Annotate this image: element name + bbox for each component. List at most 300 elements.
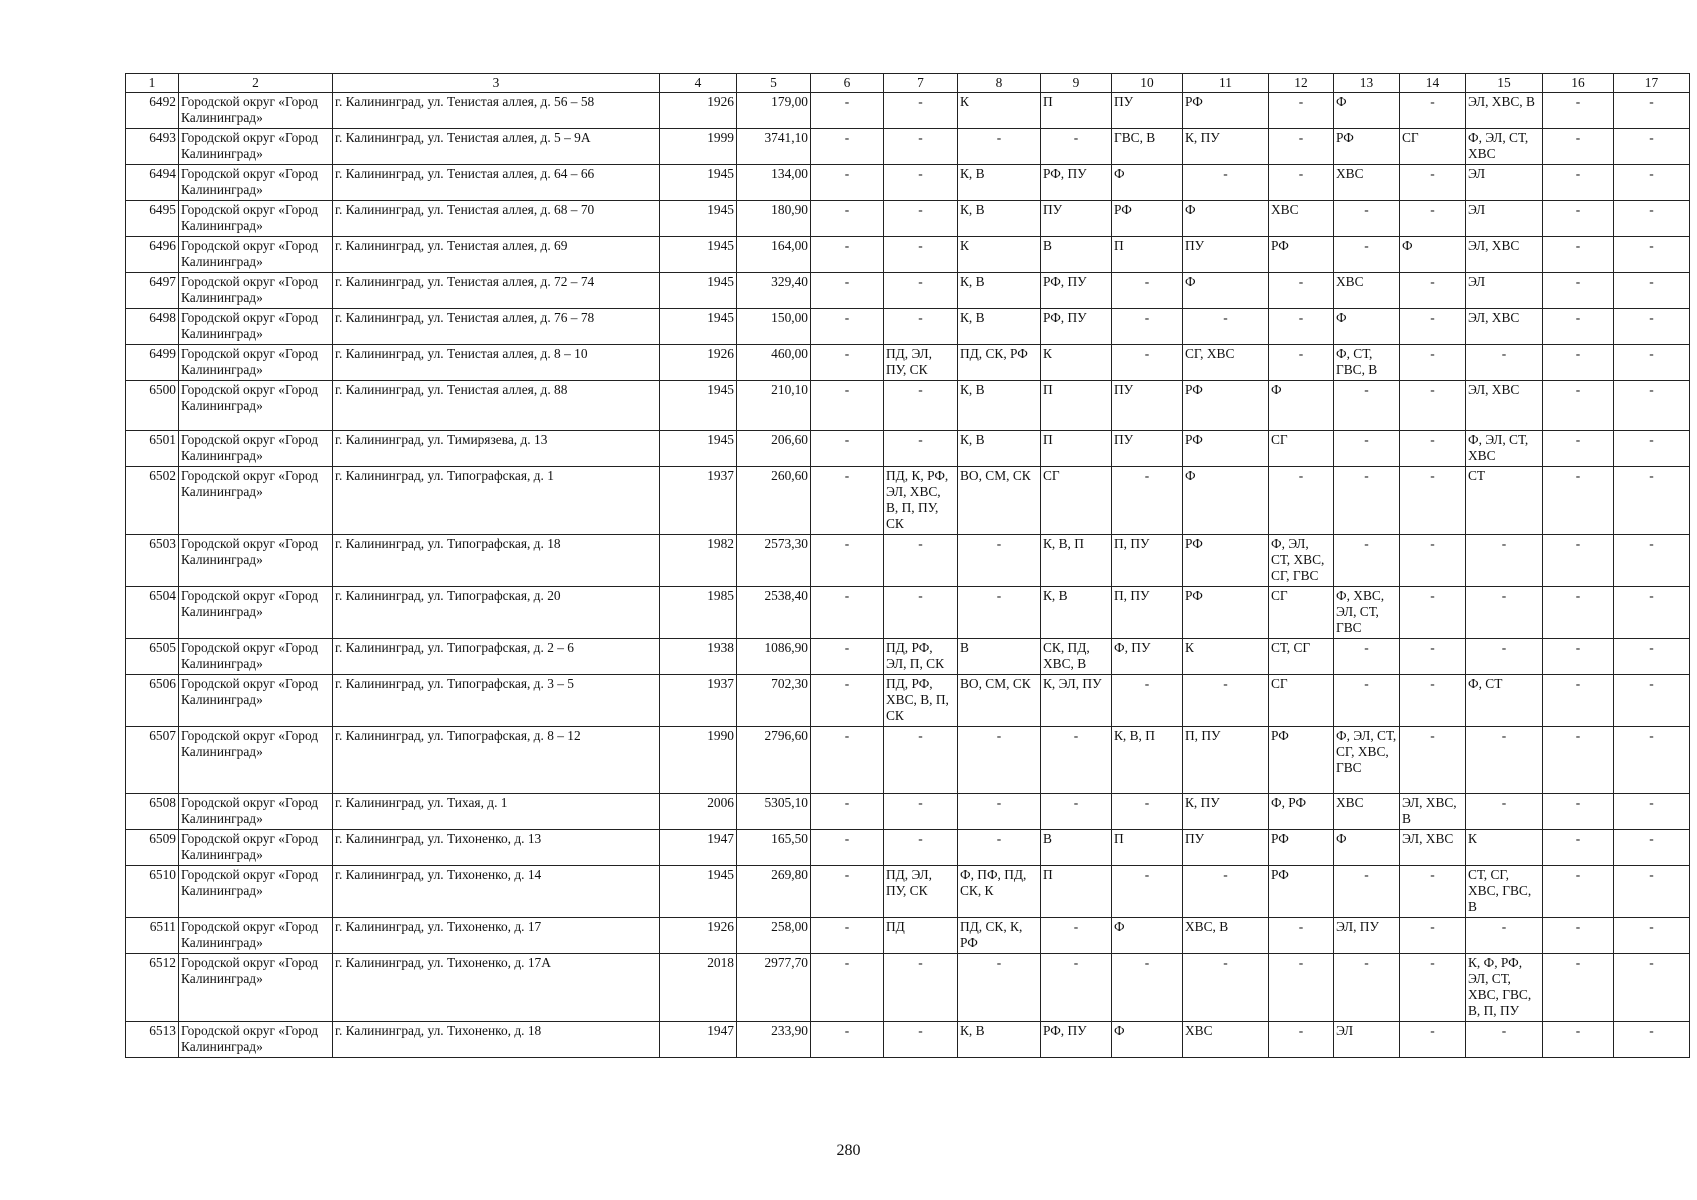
table-cell: 329,40: [737, 273, 811, 309]
table-cell: -: [1041, 129, 1112, 165]
table-cell: К, В: [958, 431, 1041, 467]
table-cell: ЭЛ, ХВС, В: [1400, 794, 1466, 830]
table-cell: -: [1334, 866, 1400, 918]
table-cell: ВО, СМ, СК: [958, 467, 1041, 535]
table-cell: 269,80: [737, 866, 811, 918]
table-cell: -: [1400, 273, 1466, 309]
table-cell: П, ПУ: [1112, 587, 1183, 639]
table-cell: г. Калининград, ул. Типографская, д. 18: [333, 535, 660, 587]
table-cell: Городской округ «Город Калининград»: [179, 675, 333, 727]
table-cell: -: [1400, 535, 1466, 587]
table-cell: -: [811, 381, 884, 431]
column-number-header: 14: [1400, 74, 1466, 93]
table-cell: РФ, ПУ: [1041, 165, 1112, 201]
table-cell: ПД, РФ, ХВС, В, П, СК: [884, 675, 958, 727]
table-cell: Городской округ «Город Калининград»: [179, 587, 333, 639]
table-cell: -: [884, 309, 958, 345]
table-cell: 260,60: [737, 467, 811, 535]
table-cell: 6492: [126, 93, 179, 129]
table-cell: П: [1041, 93, 1112, 129]
table-cell: Ф, СТ: [1466, 675, 1543, 727]
table-cell: г. Калининград, ул. Тихоненко, д. 14: [333, 866, 660, 918]
table-cell: -: [1041, 954, 1112, 1022]
table-row: [126, 587, 1690, 639]
table-cell: 1945: [660, 273, 737, 309]
table-cell: -: [1614, 535, 1690, 587]
table-cell: 460,00: [737, 345, 811, 381]
table-cell: К: [1041, 345, 1112, 381]
column-number-header: 15: [1466, 74, 1543, 93]
table-cell: -: [811, 794, 884, 830]
table-cell: СТ, СГ, ХВС, ГВС, В: [1466, 866, 1543, 918]
table-cell: Городской округ «Город Калининград»: [179, 381, 333, 431]
table-row: [126, 830, 1690, 866]
table-cell: -: [884, 587, 958, 639]
table-cell: К, В: [958, 273, 1041, 309]
table-cell: К: [958, 237, 1041, 273]
table-cell: г. Калининград, ул. Типографская, д. 3 – 5: [333, 675, 660, 727]
table-cell: ПД, ЭЛ, ПУ, СК: [884, 345, 958, 381]
table-cell: К, В, П: [1112, 727, 1183, 794]
table-cell: -: [1466, 727, 1543, 794]
table-cell: -: [1269, 345, 1334, 381]
table-cell: 6499: [126, 345, 179, 381]
table-cell: ХВС, В: [1183, 918, 1269, 954]
table-row: [126, 165, 1690, 201]
table-cell: -: [958, 727, 1041, 794]
table-cell: К, В: [1041, 587, 1112, 639]
table-row: [126, 794, 1690, 830]
table-cell: 1999: [660, 129, 737, 165]
table-cell: -: [1614, 794, 1690, 830]
table-cell: Ф: [1400, 237, 1466, 273]
table-cell: -: [1543, 727, 1614, 794]
table-row: [126, 639, 1690, 675]
table-cell: -: [811, 675, 884, 727]
table-row: [126, 954, 1690, 1022]
table-cell: г. Калининград, ул. Тенистая аллея, д. 69: [333, 237, 660, 273]
table-cell: 1947: [660, 830, 737, 866]
table-cell: г. Калининград, ул. Типографская, д. 1: [333, 467, 660, 535]
table-cell: ПД, К, РФ, ЭЛ, ХВС, В, П, ПУ, СК: [884, 467, 958, 535]
table-cell: К, В: [958, 1022, 1041, 1058]
table-cell: ЭЛ, ХВС: [1466, 237, 1543, 273]
table-cell: -: [1466, 535, 1543, 587]
table-cell: 6506: [126, 675, 179, 727]
table-cell: -: [1466, 587, 1543, 639]
table-cell: ПУ: [1183, 830, 1269, 866]
table-cell: -: [1400, 918, 1466, 954]
table-cell: г. Калининград, ул. Тенистая аллея, д. 88: [333, 381, 660, 431]
table-cell: РФ: [1334, 129, 1400, 165]
table-cell: -: [1400, 165, 1466, 201]
table-cell: -: [884, 1022, 958, 1058]
table-cell: -: [1543, 587, 1614, 639]
table-cell: Городской округ «Город Калининград»: [179, 727, 333, 794]
table-cell: -: [1543, 675, 1614, 727]
table-cell: -: [811, 165, 884, 201]
table-cell: К, В: [958, 165, 1041, 201]
table-cell: В: [1041, 830, 1112, 866]
table-cell: -: [1543, 954, 1614, 1022]
table-row: [126, 727, 1690, 794]
table-cell: К, В: [958, 381, 1041, 431]
table-cell: 150,00: [737, 309, 811, 345]
table-cell: -: [811, 273, 884, 309]
table-cell: -: [1614, 587, 1690, 639]
table-cell: 2573,30: [737, 535, 811, 587]
column-number-header: 8: [958, 74, 1041, 93]
table-cell: ЭЛ: [1334, 1022, 1400, 1058]
table-cell: СГ: [1269, 587, 1334, 639]
table-cell: -: [1614, 93, 1690, 129]
table-row: [126, 675, 1690, 727]
table-cell: -: [1614, 727, 1690, 794]
table-cell: -: [1269, 165, 1334, 201]
table-cell: 1926: [660, 918, 737, 954]
table-cell: -: [1614, 866, 1690, 918]
table-cell: г. Калининград, ул. Типографская, д. 20: [333, 587, 660, 639]
table-row: [126, 467, 1690, 535]
table-cell: -: [811, 639, 884, 675]
table-cell: П, ПУ: [1112, 535, 1183, 587]
table-cell: ГВС, В: [1112, 129, 1183, 165]
table-row: [126, 1022, 1690, 1058]
table-cell: Ф, ХВС, ЭЛ, СТ, ГВС: [1334, 587, 1400, 639]
table-cell: -: [1334, 431, 1400, 467]
table-cell: г. Калининград, ул. Типографская, д. 8 – 12: [333, 727, 660, 794]
table-cell: 702,30: [737, 675, 811, 727]
table-cell: -: [884, 830, 958, 866]
table-cell: г. Калининград, ул. Тихая, д. 1: [333, 794, 660, 830]
table-cell: -: [1183, 675, 1269, 727]
table-cell: Городской округ «Город Калининград»: [179, 129, 333, 165]
table-cell: СГ: [1400, 129, 1466, 165]
table-cell: СГ: [1041, 467, 1112, 535]
table-cell: 6494: [126, 165, 179, 201]
table-cell: Ф: [1334, 309, 1400, 345]
table-row: [126, 381, 1690, 431]
table-cell: -: [1400, 727, 1466, 794]
table-cell: -: [884, 237, 958, 273]
table-cell: г. Калининград, ул. Тенистая аллея, д. 56 – 58: [333, 93, 660, 129]
table-cell: -: [884, 201, 958, 237]
table-cell: г. Калининград, ул. Тенистая аллея, д. 76 – 78: [333, 309, 660, 345]
table-cell: г. Калининград, ул. Тихоненко, д. 13: [333, 830, 660, 866]
table-row: [126, 93, 1690, 129]
column-number-header: 5: [737, 74, 811, 93]
table-cell: 1945: [660, 866, 737, 918]
table-cell: Городской округ «Город Калининград»: [179, 794, 333, 830]
table-cell: 6500: [126, 381, 179, 431]
table-cell: 1945: [660, 201, 737, 237]
table-cell: -: [958, 794, 1041, 830]
table-cell: ЭЛ, ХВС: [1400, 830, 1466, 866]
table-cell: -: [1543, 93, 1614, 129]
table-cell: -: [811, 309, 884, 345]
table-cell: СТ: [1466, 467, 1543, 535]
table-cell: Городской округ «Город Калининград»: [179, 201, 333, 237]
table-cell: П, ПУ: [1183, 727, 1269, 794]
table-cell: 134,00: [737, 165, 811, 201]
table-cell: -: [811, 345, 884, 381]
table-cell: Ф: [1269, 381, 1334, 431]
table-cell: -: [1614, 467, 1690, 535]
table-cell: -: [1543, 535, 1614, 587]
table-cell: -: [811, 467, 884, 535]
table-cell: -: [1269, 273, 1334, 309]
table-cell: 1985: [660, 587, 737, 639]
table-row: [126, 201, 1690, 237]
table-cell: ЭЛ: [1466, 165, 1543, 201]
table-cell: 6505: [126, 639, 179, 675]
table-cell: 1990: [660, 727, 737, 794]
table-cell: 210,10: [737, 381, 811, 431]
table-cell: -: [1400, 309, 1466, 345]
table-cell: -: [1543, 794, 1614, 830]
table-cell: 6503: [126, 535, 179, 587]
table-cell: -: [1400, 1022, 1466, 1058]
table-cell: 1926: [660, 345, 737, 381]
table-cell: Ф, ЭЛ, СТ, ХВС, СГ, ГВС: [1269, 535, 1334, 587]
table-cell: ПУ: [1041, 201, 1112, 237]
table-cell: РФ: [1183, 93, 1269, 129]
table-cell: -: [884, 381, 958, 431]
table-cell: ХВС: [1334, 165, 1400, 201]
table-cell: -: [1041, 918, 1112, 954]
table-cell: -: [1543, 309, 1614, 345]
table-cell: 6513: [126, 1022, 179, 1058]
column-number-header: 3: [333, 74, 660, 93]
table-cell: Городской округ «Город Калининград»: [179, 93, 333, 129]
table-cell: 6498: [126, 309, 179, 345]
table-row: [126, 918, 1690, 954]
table-cell: -: [811, 1022, 884, 1058]
table-row: [126, 129, 1690, 165]
table-cell: Городской округ «Город Калининград»: [179, 467, 333, 535]
table-cell: ПД, РФ, ЭЛ, П, СК: [884, 639, 958, 675]
table-cell: -: [958, 954, 1041, 1022]
table-row: [126, 535, 1690, 587]
table-cell: ПД: [884, 918, 958, 954]
table-cell: 1982: [660, 535, 737, 587]
register-table-container: [125, 73, 1669, 1058]
table-cell: К, ПУ: [1183, 794, 1269, 830]
table-cell: ХВС: [1183, 1022, 1269, 1058]
table-cell: 1926: [660, 93, 737, 129]
table-cell: -: [1400, 431, 1466, 467]
table-cell: Ф, ПФ, ПД, СК, К: [958, 866, 1041, 918]
table-cell: П: [1112, 237, 1183, 273]
table-cell: -: [1614, 273, 1690, 309]
table-cell: 2977,70: [737, 954, 811, 1022]
table-cell: К, В, П: [1041, 535, 1112, 587]
column-number-header: 7: [884, 74, 958, 93]
table-cell: 1086,90: [737, 639, 811, 675]
table-cell: -: [1269, 918, 1334, 954]
table-cell: Городской округ «Город Калининград»: [179, 866, 333, 918]
table-cell: г. Калининград, ул. Тихоненко, д. 17А: [333, 954, 660, 1022]
table-cell: -: [1112, 273, 1183, 309]
table-cell: -: [1614, 830, 1690, 866]
table-cell: СГ: [1269, 431, 1334, 467]
table-cell: г. Калининград, ул. Тенистая аллея, д. 72 – 74: [333, 273, 660, 309]
column-number-header: 9: [1041, 74, 1112, 93]
table-cell: -: [1614, 954, 1690, 1022]
table-cell: -: [1614, 918, 1690, 954]
table-cell: Ф, СТ, ГВС, В: [1334, 345, 1400, 381]
table-cell: ПУ: [1112, 93, 1183, 129]
table-cell: -: [884, 431, 958, 467]
table-cell: -: [1614, 675, 1690, 727]
table-cell: -: [1041, 794, 1112, 830]
table-cell: -: [1334, 675, 1400, 727]
table-cell: -: [1334, 467, 1400, 535]
table-cell: 1945: [660, 237, 737, 273]
page-number: 280: [836, 1142, 861, 1159]
table-cell: -: [1112, 794, 1183, 830]
table-cell: Городской округ «Город Калининград»: [179, 954, 333, 1022]
table-cell: г. Калининград, ул. Тихоненко, д. 18: [333, 1022, 660, 1058]
table-cell: -: [1466, 918, 1543, 954]
table-cell: г. Калининград, ул. Тенистая аллея, д. 64 – 66: [333, 165, 660, 201]
table-row: [126, 431, 1690, 467]
table-cell: -: [884, 535, 958, 587]
table-cell: ПД, СК, К, РФ: [958, 918, 1041, 954]
table-cell: -: [1334, 639, 1400, 675]
table-cell: 179,00: [737, 93, 811, 129]
column-number-header-row: [126, 74, 1690, 93]
table-cell: Ф: [1183, 467, 1269, 535]
table-cell: -: [1269, 129, 1334, 165]
table-cell: ЭЛ, ХВС: [1466, 309, 1543, 345]
column-number-header: 10: [1112, 74, 1183, 93]
table-cell: -: [1183, 954, 1269, 1022]
table-cell: ПУ: [1183, 237, 1269, 273]
table-cell: ХВС: [1334, 794, 1400, 830]
table-cell: г. Калининград, ул. Тенистая аллея, д. 5 – 9А: [333, 129, 660, 165]
table-cell: -: [1400, 675, 1466, 727]
table-cell: Городской округ «Город Калининград»: [179, 431, 333, 467]
table-cell: К: [1183, 639, 1269, 675]
table-cell: К, В: [958, 201, 1041, 237]
table-cell: СТ, СГ: [1269, 639, 1334, 675]
table-cell: -: [1183, 309, 1269, 345]
table-cell: Ф, ЭЛ, СТ, ХВС: [1466, 431, 1543, 467]
table-cell: РФ: [1269, 727, 1334, 794]
table-cell: ХВС: [1269, 201, 1334, 237]
table-cell: -: [811, 237, 884, 273]
table-cell: ЭЛ, ПУ: [1334, 918, 1400, 954]
table-cell: -: [1543, 381, 1614, 431]
table-cell: Городской округ «Город Калининград»: [179, 345, 333, 381]
column-number-header: 16: [1543, 74, 1614, 93]
table-cell: РФ, ПУ: [1041, 1022, 1112, 1058]
table-cell: -: [1543, 830, 1614, 866]
table-row: [126, 273, 1690, 309]
table-cell: -: [884, 273, 958, 309]
table-cell: К, ЭЛ, ПУ: [1041, 675, 1112, 727]
table-cell: 6512: [126, 954, 179, 1022]
table-cell: 1937: [660, 675, 737, 727]
table-cell: Ф, ЭЛ, СТ, ХВС: [1466, 129, 1543, 165]
table-cell: г. Калининград, ул. Типографская, д. 2 – 6: [333, 639, 660, 675]
table-cell: -: [1543, 201, 1614, 237]
column-number-header: 4: [660, 74, 737, 93]
table-cell: РФ: [1183, 587, 1269, 639]
table-cell: 5305,10: [737, 794, 811, 830]
table-cell: -: [1614, 345, 1690, 381]
table-cell: Ф: [1183, 201, 1269, 237]
table-cell: Городской округ «Город Калининград»: [179, 830, 333, 866]
table-cell: Городской округ «Город Калининград»: [179, 639, 333, 675]
table-cell: 164,00: [737, 237, 811, 273]
table-cell: -: [1614, 639, 1690, 675]
table-cell: -: [1269, 1022, 1334, 1058]
table-cell: -: [884, 165, 958, 201]
table-cell: П: [1112, 830, 1183, 866]
table-cell: К, В: [958, 309, 1041, 345]
table-cell: 2796,60: [737, 727, 811, 794]
table-cell: ПУ: [1112, 381, 1183, 431]
table-cell: 6495: [126, 201, 179, 237]
table-cell: 6493: [126, 129, 179, 165]
table-cell: -: [884, 954, 958, 1022]
table-cell: СГ: [1269, 675, 1334, 727]
table-cell: Городской округ «Город Калининград»: [179, 165, 333, 201]
table-cell: -: [1269, 309, 1334, 345]
table-cell: -: [1400, 467, 1466, 535]
table-cell: 258,00: [737, 918, 811, 954]
table-cell: -: [1466, 794, 1543, 830]
table-cell: Ф: [1334, 93, 1400, 129]
table-cell: 1938: [660, 639, 737, 675]
column-number-header: 12: [1269, 74, 1334, 93]
table-cell: -: [1269, 467, 1334, 535]
table-cell: 6496: [126, 237, 179, 273]
table-cell: 2006: [660, 794, 737, 830]
table-cell: -: [1614, 237, 1690, 273]
table-cell: -: [1400, 381, 1466, 431]
table-body: [126, 93, 1690, 1058]
table-cell: -: [1183, 866, 1269, 918]
table-cell: ПУ: [1112, 431, 1183, 467]
table-cell: П: [1041, 381, 1112, 431]
table-cell: -: [1543, 273, 1614, 309]
table-cell: -: [811, 129, 884, 165]
table-cell: -: [1466, 345, 1543, 381]
table-cell: -: [1614, 381, 1690, 431]
table-cell: Ф: [1112, 1022, 1183, 1058]
table-cell: 6508: [126, 794, 179, 830]
table-cell: -: [1614, 165, 1690, 201]
table-cell: РФ: [1112, 201, 1183, 237]
table-cell: -: [1400, 345, 1466, 381]
table-cell: 6502: [126, 467, 179, 535]
table-cell: -: [958, 587, 1041, 639]
table-cell: Городской округ «Город Калининград»: [179, 237, 333, 273]
table-cell: -: [1400, 93, 1466, 129]
table-cell: 6509: [126, 830, 179, 866]
table-cell: РФ: [1183, 535, 1269, 587]
table-cell: 6507: [126, 727, 179, 794]
table-cell: -: [1112, 954, 1183, 1022]
table-cell: ВО, СМ, СК: [958, 675, 1041, 727]
table-cell: П: [1041, 866, 1112, 918]
table-cell: 1945: [660, 381, 737, 431]
table-cell: -: [1543, 1022, 1614, 1058]
table-cell: -: [1543, 345, 1614, 381]
